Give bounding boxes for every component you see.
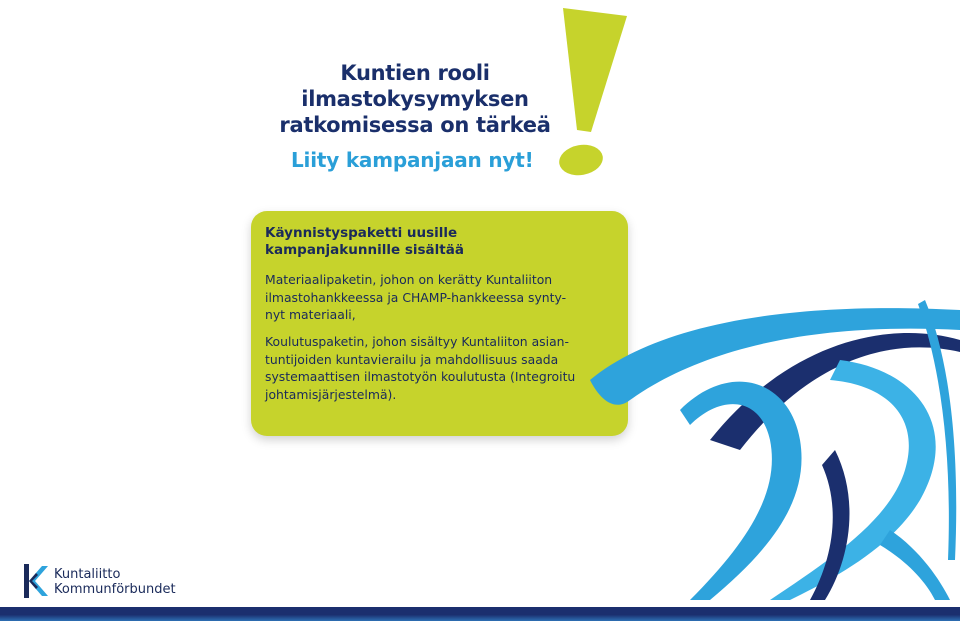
paragraph-line: nyt materiaali, (265, 307, 356, 322)
info-box-title-line-1: Käynnistyspaketti uusille (265, 225, 458, 241)
kuntaliitto-logo (22, 562, 202, 602)
info-box (251, 211, 628, 436)
info-box-title (265, 225, 615, 259)
paragraph-line: systemaattisen ilmastotyön koulutusta (Integroitu (265, 369, 576, 384)
exclamation-mark-icon (555, 8, 635, 178)
info-box-paragraph-1 (265, 271, 620, 324)
paragraph-line: Koulutuspaketin, johon sisältyy Kuntaliiton asian- (265, 334, 569, 349)
decorative-ribbon (590, 300, 960, 610)
logo-line-2: Kommunförbundet (54, 582, 176, 597)
headline-line-2: ilmastokysymyksen (301, 87, 529, 111)
logo-line-1: Kuntaliitto (54, 567, 121, 582)
paragraph-line: johtamisjärjestelmä). (265, 386, 397, 402)
call-to-action: Liity kampanjaan nyt! (291, 148, 534, 172)
paragraph-line: ilmastohankkeessa ja CHAMP-hankkeessa synty- (265, 289, 567, 305)
headline-line-1: Kuntien rooli (340, 61, 490, 85)
info-box-paragraph-2 (265, 333, 620, 403)
headline-line-3: ratkomisessa on tärkeä (279, 113, 551, 137)
paragraph-line: Materiaalipaketin, johon on kerätty Kuntaliiton (265, 272, 553, 287)
headline (270, 60, 560, 138)
logo-text (54, 567, 176, 597)
info-box-title-line-2: kampanjakunnille sisältää (265, 242, 464, 258)
kuntaliitto-logo-icon (22, 562, 52, 600)
footer-bar (0, 607, 960, 621)
paragraph-line: tuntijoiden kuntavierailu ja mahdollisuus saada (265, 351, 559, 367)
